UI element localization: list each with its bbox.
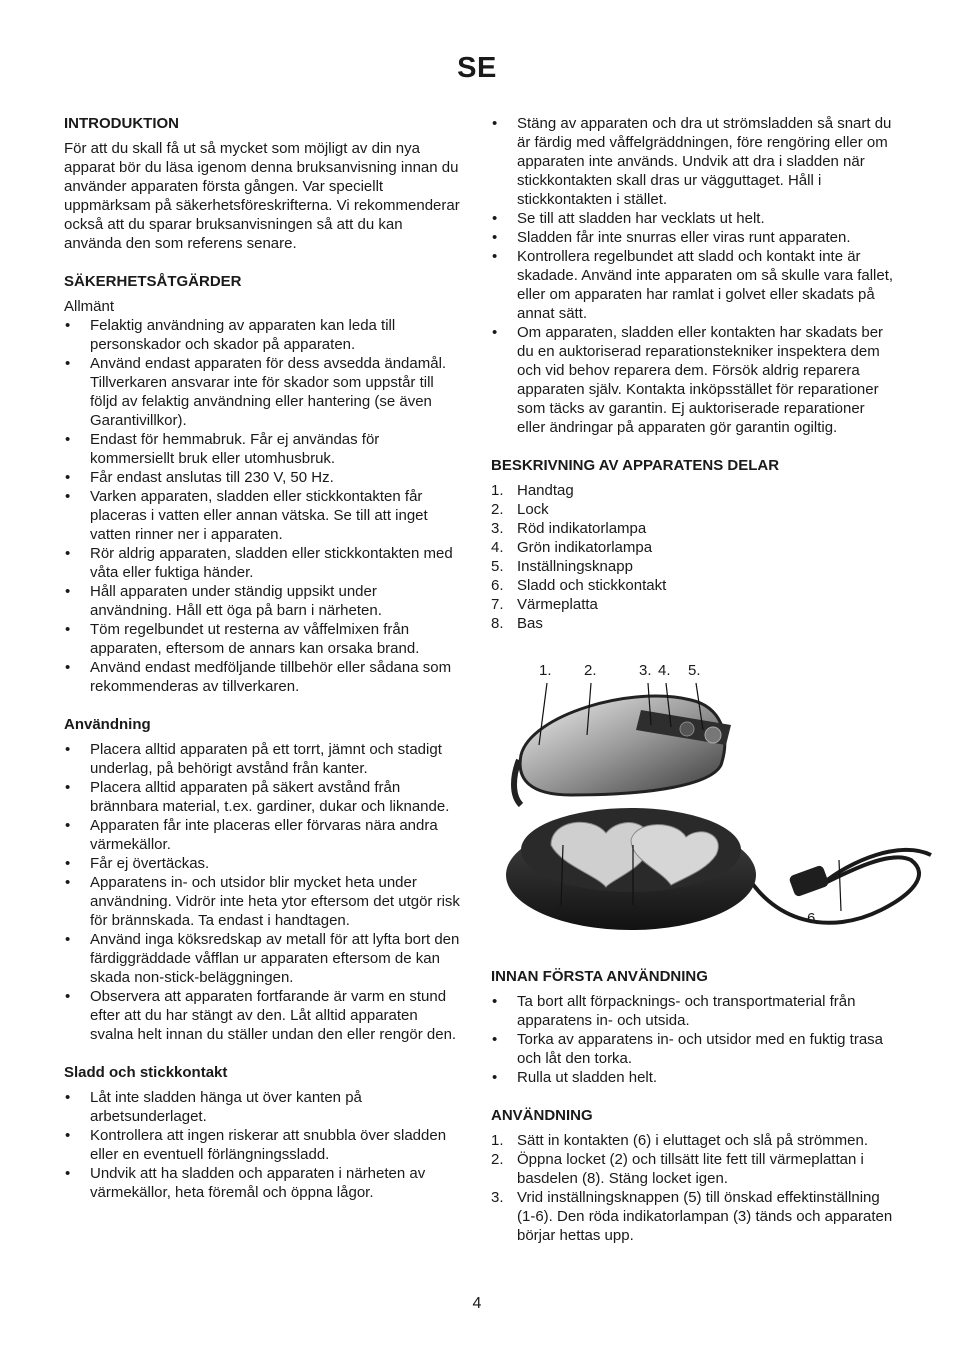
item-number: 8. bbox=[491, 615, 504, 632]
cord-list bbox=[64, 1088, 462, 1202]
list-item bbox=[491, 557, 896, 576]
before-use-heading: INNAN FÖRSTA ANVÄNDNING bbox=[491, 968, 708, 985]
list-item: • Använd inga köksredskap av metall för att lyfta bort den färdiggräddade våfflan ur apparaten eftersom de kan skada non-stick-beläggningen. bbox=[64, 930, 462, 987]
list-item: • Stäng av apparaten och dra ut strömsladden så snart du är färdig med våffelgräddningen, före rengöring eller om apparaten inte används. Undvik att dra i sladden när stickkontakten skall dras ur vägguttaget. Håll i stickkontakten i stället. bbox=[491, 114, 896, 209]
list-item: • Felaktig användning av apparaten kan leda till personskador och skador på apparaten. bbox=[64, 316, 462, 354]
callout-5: 5. bbox=[688, 662, 701, 679]
item-number: 7. bbox=[491, 596, 504, 613]
step-text: Vrid inställningsknappen (5) till önskad effektinställning (1-6). Den röda indikatorlampan (3) tänds och apparaten börjar hettas upp. bbox=[517, 1189, 893, 1244]
before-use-list bbox=[491, 992, 896, 1087]
safety-subtitle: Allmänt bbox=[64, 298, 115, 315]
item-label: Lock bbox=[517, 501, 549, 518]
item-label: Värmeplatta bbox=[517, 596, 598, 613]
callout-1: 1. bbox=[539, 662, 552, 679]
usage-list bbox=[64, 740, 462, 1044]
callout-3: 3. bbox=[639, 662, 652, 679]
list-item: • Torka av apparatens in- och utsidor med en fuktig trasa och låt den torka. bbox=[491, 1030, 896, 1068]
parts-list bbox=[491, 481, 896, 633]
list-item: • Varken apparaten, sladden eller stickkontakten får placeras i vatten eller annan vätska. Se till att inget vatten rinner ner i apparaten. bbox=[64, 487, 462, 544]
list-item bbox=[491, 481, 896, 500]
waffle-maker-figure bbox=[491, 655, 896, 967]
list-item bbox=[491, 500, 896, 519]
indicator-light-shape bbox=[680, 722, 694, 736]
list-item: • Apparatens in- och utsidor blir mycket heta under användning. Vidrör inte heta ytor eftersom det utgör risk för brännskada. Ta endast i handtagen. bbox=[64, 873, 462, 930]
item-label: Handtag bbox=[517, 482, 574, 499]
list-item: • Kontrollera att ingen riskerar att snubbla över sladden eller en eventuell förlängningssladd. bbox=[64, 1126, 462, 1164]
waffle-maker-illustration bbox=[491, 655, 941, 967]
list-item: • Använd endast apparaten för dess avsedda ändamål. Tillverkaren ansvarar inte för skador som uppstår till följd av felaktig användning eller hantering (se även Garantivillkor). bbox=[64, 354, 462, 430]
callout-8: 8. bbox=[554, 902, 567, 919]
step-number: 1. bbox=[491, 1132, 504, 1149]
usage-steps-heading: ANVÄNDNING bbox=[491, 1107, 593, 1124]
cord-shape bbox=[821, 850, 931, 885]
lid-shape bbox=[520, 696, 725, 795]
list-item: • Rulla ut sladden helt. bbox=[491, 1068, 896, 1087]
list-item: • Använd endast medföljande tillbehör eller sådana som rekommenderas av tillverkaren. bbox=[64, 658, 462, 696]
item-label: Sladd och stickkontakt bbox=[517, 577, 667, 594]
step-number: 2. bbox=[491, 1151, 504, 1168]
language-heading: SE bbox=[457, 52, 497, 84]
list-item bbox=[491, 519, 896, 538]
cord-heading: Sladd och stickkontakt bbox=[64, 1064, 228, 1081]
cord-list-continued bbox=[491, 114, 896, 437]
list-item bbox=[491, 614, 896, 633]
list-item bbox=[491, 538, 896, 557]
intro-text: För att du skall få ut så mycket som möjligt av din nya apparat bör du läsa igenom denna bruksanvisning innan du använder apparaten första gången. Var speciellt uppmärksam på säkerhetsföreskrifterna. Vi rekommenderar också att du sparar bruksanvisningen så att du kan använda den som referens senare. bbox=[64, 140, 460, 252]
step-text: Öppna locket (2) och tillsätt lite fett till värmeplattan i basdelen (8). Stäng locket igen. bbox=[517, 1151, 864, 1187]
safety-list bbox=[64, 316, 462, 696]
list-item: • Ta bort allt förpacknings- och transportmaterial från apparatens in- och utsida. bbox=[491, 992, 896, 1030]
list-item: • Placera alltid apparaten på säkert avstånd från brännbara material, t.ex. gardiner, dukar och liknande. bbox=[64, 778, 462, 816]
list-item: • Håll apparaten under ständig uppsikt under användning. Håll ett öga på barn i närheten. bbox=[64, 582, 462, 620]
list-item: • Kontrollera regelbundet att sladd och kontakt inte är skadade. Använd inte apparaten om så skulle vara fallet, eller om apparaten har ramlat i golvet eller skadats på annat sätt. bbox=[491, 247, 896, 323]
list-item bbox=[491, 1150, 896, 1188]
safety-heading: SÄKERHETSÅTGÄRDER bbox=[64, 273, 242, 290]
cord-shape bbox=[741, 857, 919, 922]
item-number: 5. bbox=[491, 558, 504, 575]
list-item: • Sladden får inte snurras eller viras runt apparaten. bbox=[491, 228, 896, 247]
list-item: • Placera alltid apparaten på ett torrt, jämnt och stadigt underlag, på behörigt avstånd från kanter. bbox=[64, 740, 462, 778]
item-label: Röd indikatorlampa bbox=[517, 520, 647, 537]
list-item bbox=[491, 576, 896, 595]
right-column bbox=[491, 114, 896, 1245]
usage-steps-list bbox=[491, 1131, 896, 1245]
item-label: Inställningsknapp bbox=[517, 558, 633, 575]
item-number: 1. bbox=[491, 482, 504, 499]
list-item bbox=[491, 595, 896, 614]
item-label: Grön indikatorlampa bbox=[517, 539, 653, 556]
item-number: 6. bbox=[491, 577, 504, 594]
step-text: Sätt in kontakten (6) i eluttaget och slå på strömmen. bbox=[517, 1132, 869, 1149]
item-label: Bas bbox=[517, 615, 543, 632]
list-item: • Om apparaten, sladden eller kontakten har skadats ber du en auktoriserad reparationstekniker inspektera dem och vid behov reparera dem. Försök aldrig reparera apparaten själv. Kontakta inköpsstället för reparationer som täcks av garantin. Ej auktoriserade reparationer eller ändringar på apparaten gör garantin ogiltig. bbox=[491, 323, 896, 437]
leader-line bbox=[839, 860, 841, 911]
list-item: • Observera att apparaten fortfarande är varm en stund efter att du har stängt av den. Låt alltid apparaten svalna helt innan du ställer undan den eller rengör den. bbox=[64, 987, 462, 1044]
usage-heading: Användning bbox=[64, 716, 151, 733]
list-item: • Endast för hemmabruk. Får ej användas för kommersiellt bruk eller utomhusbruk. bbox=[64, 430, 462, 468]
list-item: • Låt inte sladden hänga ut över kanten på arbetsunderlaget. bbox=[64, 1088, 462, 1126]
list-item bbox=[491, 1188, 896, 1245]
list-item: • Se till att sladden har vecklats ut helt. bbox=[491, 209, 896, 228]
item-number: 2. bbox=[491, 501, 504, 518]
list-item: • Får endast anslutas till 230 V, 50 Hz. bbox=[64, 468, 462, 487]
page-number: 4 bbox=[472, 1295, 482, 1312]
parts-heading: BESKRIVNING AV APPARATENS DELAR bbox=[491, 457, 780, 474]
list-item: • Apparaten får inte placeras eller förvaras nära andra värmekällor. bbox=[64, 816, 462, 854]
callout-6: 6. bbox=[807, 910, 820, 927]
item-number: 4. bbox=[491, 539, 504, 556]
callout-2: 2. bbox=[584, 662, 597, 679]
list-item: • Rör aldrig apparaten, sladden eller stickkontakten med våta eller fuktiga händer. bbox=[64, 544, 462, 582]
list-item: • Töm regelbundet ut resterna av våffelmixen från apparaten, eftersom de annars kan orsaka brand. bbox=[64, 620, 462, 658]
step-number: 3. bbox=[491, 1189, 504, 1206]
list-item: • Får ej övertäckas. bbox=[64, 854, 462, 873]
callout-7: 7. bbox=[631, 902, 644, 919]
left-column bbox=[64, 114, 462, 1202]
plug-shape bbox=[788, 865, 829, 898]
control-knob-shape bbox=[705, 727, 721, 743]
list-item bbox=[491, 1131, 896, 1150]
item-number: 3. bbox=[491, 520, 504, 537]
callout-4: 4. bbox=[658, 662, 671, 679]
list-item: • Undvik att ha sladden och apparaten i närheten av värmekällor, heta föremål och öppna lågor. bbox=[64, 1164, 462, 1202]
intro-heading: INTRODUKTION bbox=[64, 115, 179, 132]
